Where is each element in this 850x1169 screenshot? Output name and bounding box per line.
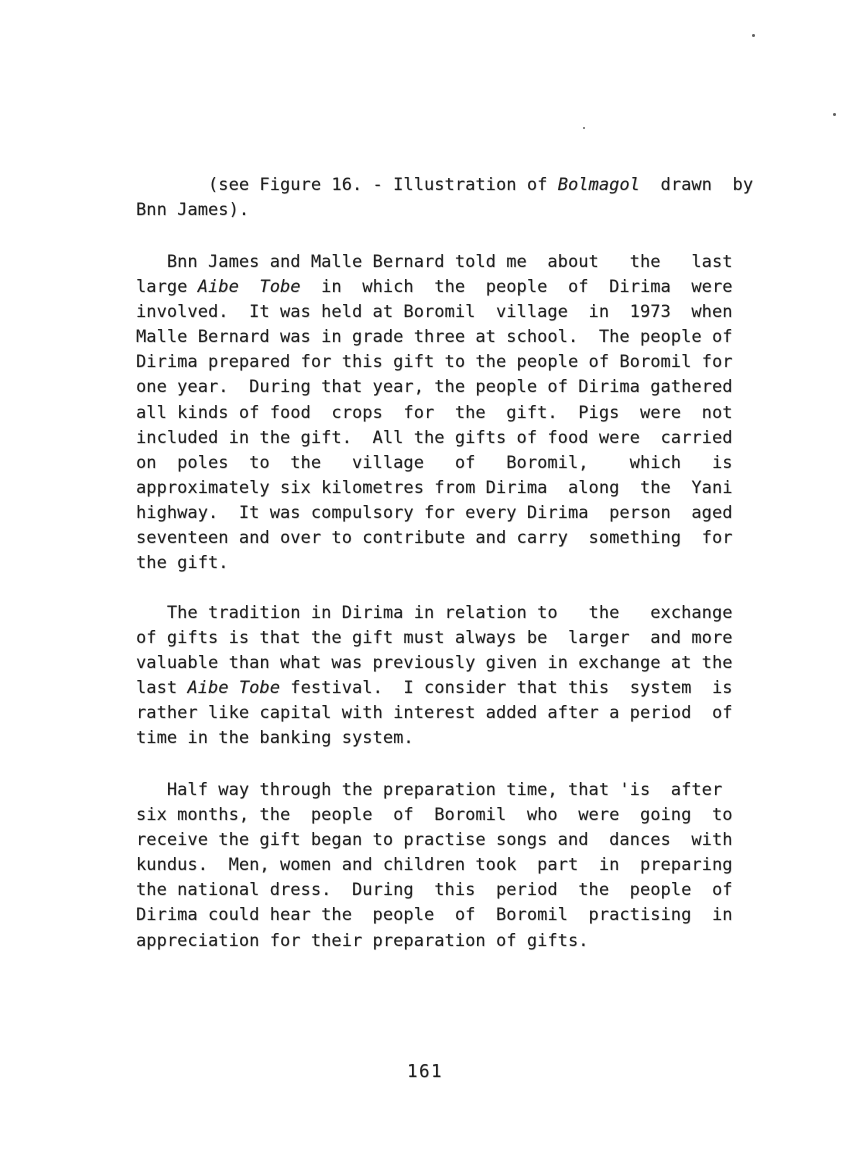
text-segment: the national dress. During this period the people of	[136, 880, 733, 901]
text-segment: festival. I consider that this system is	[280, 678, 733, 699]
text-segment: six months, the people of Boromil who were going to	[136, 805, 733, 826]
text-segment: time in the banking system.	[136, 728, 414, 749]
text-segment: Half way through the preparation time, that 'is after	[136, 780, 723, 800]
text-segment: the gift.	[136, 553, 229, 574]
text-segment: valuable than what was previously given in exchange at the	[136, 653, 733, 674]
paragraph-preparation	[136, 778, 776, 954]
text-line	[136, 726, 776, 751]
text-segment: Malle Bernard was in grade three at school. The people of	[136, 327, 733, 348]
text-segment: seventeen and over to contribute and carry something for	[136, 528, 733, 549]
text-segment: one year. During that year, the people of Dirima gathered	[136, 377, 733, 398]
text-line	[136, 651, 776, 676]
text-segment: Dirima could hear the people of Boromil practising in	[136, 905, 733, 926]
scan-speck	[583, 127, 585, 129]
text-line	[136, 676, 776, 701]
text-segment: drawn by	[639, 175, 754, 195]
text-line	[136, 198, 776, 223]
text-line	[136, 551, 776, 576]
text-line	[136, 451, 776, 476]
text-segment: appreciation for their preparation of gifts.	[136, 930, 589, 951]
text-segment: large	[136, 277, 198, 298]
text-line	[136, 778, 776, 803]
text-line	[136, 853, 776, 878]
paragraph-gift-tradition	[136, 601, 776, 752]
text-line	[136, 828, 776, 853]
text-segment: involved. It was held at Boromil village in 1973 when	[136, 302, 733, 323]
text-line	[136, 325, 776, 350]
text-segment: included in the gift. All the gifts of food were carried	[136, 427, 733, 448]
italic-term: Aibe Tobe	[187, 678, 281, 699]
text-segment: Bnn James and Malle Bernard told me about the last	[136, 252, 733, 272]
text-line	[136, 173, 776, 198]
text-line	[136, 601, 776, 626]
text-line	[136, 375, 776, 400]
text-segment: kundus. Men, women and children took part in preparing	[136, 855, 733, 876]
text-segment: rather like capital with interest added after a period of	[136, 703, 733, 724]
text-segment: last	[136, 678, 188, 699]
text-line	[136, 526, 776, 551]
text-line	[136, 275, 776, 300]
text-line	[136, 929, 776, 954]
text-line	[136, 476, 776, 501]
text-segment: Bnn James).	[136, 200, 250, 221]
text-segment: The tradition in Dirima in relation to the exchange	[136, 603, 733, 623]
text-segment: on poles to the village of Boromil, which is	[136, 452, 733, 473]
text-line	[136, 501, 776, 526]
text-line	[136, 701, 776, 726]
text-segment: in which the people of Dirima were	[300, 277, 733, 298]
scan-speck	[833, 113, 836, 116]
text-line	[136, 878, 776, 903]
text-line	[136, 903, 776, 928]
text-segment: of gifts is that the gift must always be larger and more	[136, 628, 733, 649]
text-line	[136, 401, 776, 426]
text-line	[136, 426, 776, 451]
text-segment: highway. It was compulsory for every Dirima person aged	[136, 502, 733, 523]
italic-term: Aibe Tobe	[197, 277, 301, 298]
paragraph-figure-note	[136, 173, 776, 223]
paragraph-aibe-tobe-account	[136, 250, 776, 576]
text-segment: receive the gift began to practise songs and dances with	[136, 830, 733, 851]
text-line	[136, 350, 776, 375]
text-segment: (see Figure 16. - Illustration of	[136, 175, 558, 195]
text-line	[136, 626, 776, 651]
text-segment: all kinds of food crops for the gift. Pigs were not	[136, 402, 733, 423]
text-line	[136, 250, 776, 275]
italic-term: Bolmagol	[557, 175, 640, 195]
text-line	[136, 300, 776, 325]
scan-speck	[752, 34, 755, 37]
text-segment: Dirima prepared for this gift to the people of Boromil for	[136, 352, 733, 373]
text-segment: approximately six kilometres from Dirima along the Yani	[136, 477, 733, 498]
page-number: 161	[406, 1062, 444, 1082]
text-line	[136, 803, 776, 828]
